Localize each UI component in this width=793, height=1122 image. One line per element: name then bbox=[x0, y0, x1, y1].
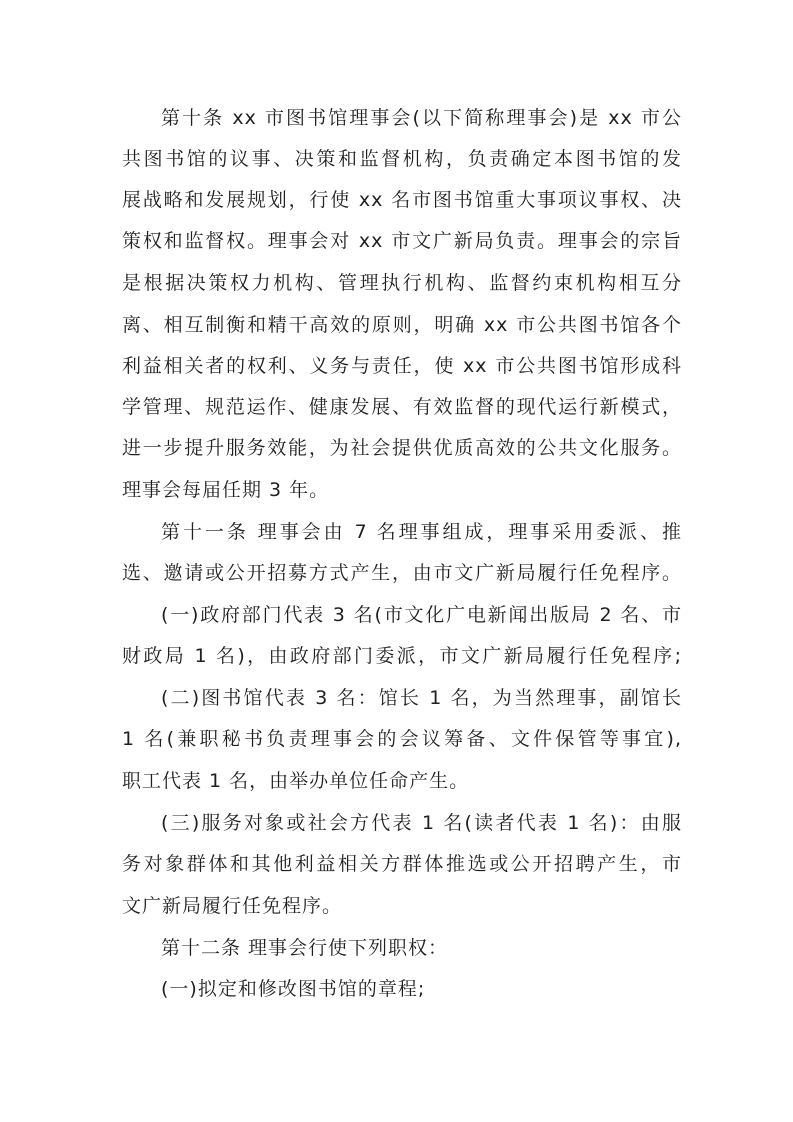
text-line: 第十条 xx 市图书馆理事会(以下简称理事会)是 xx 市公 bbox=[161, 107, 682, 129]
text-line: 学管理、规范运作、健康发展、有效监督的现代运行新模式， bbox=[122, 396, 682, 418]
text-line: 选、邀请或公开招募方式产生，由市文广新局履行任免程序。 bbox=[122, 562, 682, 584]
text-line: 财政局 1 名)，由政府部门委派，市文广新局履行任免程序; bbox=[122, 645, 682, 667]
text-line: 展战略和发展规划，行使 xx 名市图书馆重大事项议事权、决 bbox=[122, 189, 682, 211]
text-line: 离、相互制衡和精干高效的原则，明确 xx 市公共图书馆各个 bbox=[122, 314, 682, 336]
text-line: 进一步提升服务效能，为社会提供优质高效的公共文化服务。 bbox=[122, 437, 682, 459]
text-line: (一)政府部门代表 3 名(市文化广电新闻出版局 2 名、市 bbox=[161, 604, 682, 626]
text-line: 理事会每届任期 3 年。 bbox=[122, 479, 330, 501]
text-line: 共图书馆的议事、决策和监督机构，负责确定本图书馆的发 bbox=[122, 148, 682, 170]
text-line: 是根据决策权力机构、管理执行机构、监督约束机构相互分 bbox=[122, 272, 682, 294]
text-line: 务对象群体和其他利益相关方群体推选或公开招聘产生，市 bbox=[122, 853, 682, 875]
text-line: 文广新局履行任免程序。 bbox=[122, 895, 343, 917]
text-line: 1 名(兼职秘书负责理事会的会议筹备、文件保管等事宜), bbox=[122, 728, 682, 750]
text-line: 策权和监督权。理事会对 xx 市文广新局负责。理事会的宗旨 bbox=[122, 230, 682, 252]
text-line: 第十二条 理事会行使下列职权： bbox=[161, 937, 449, 959]
text-line: 职工代表 1 名，由举办单位任命产生。 bbox=[122, 770, 470, 792]
text-line: (三)服务对象或社会方代表 1 名(读者代表 1 名)：由服 bbox=[161, 812, 682, 834]
text-line: (二)图书馆代表 3 名：馆长 1 名，为当然理事，副馆长 bbox=[161, 687, 682, 709]
text-line: 第十一条 理事会由 7 名理事组成，理事采用委派、推 bbox=[161, 521, 682, 543]
text-line: 利益相关者的权利、义务与责任，使 xx 市公共图书馆形成科 bbox=[122, 355, 682, 377]
text-line: (一)拟定和修改图书馆的章程; bbox=[161, 978, 426, 1000]
